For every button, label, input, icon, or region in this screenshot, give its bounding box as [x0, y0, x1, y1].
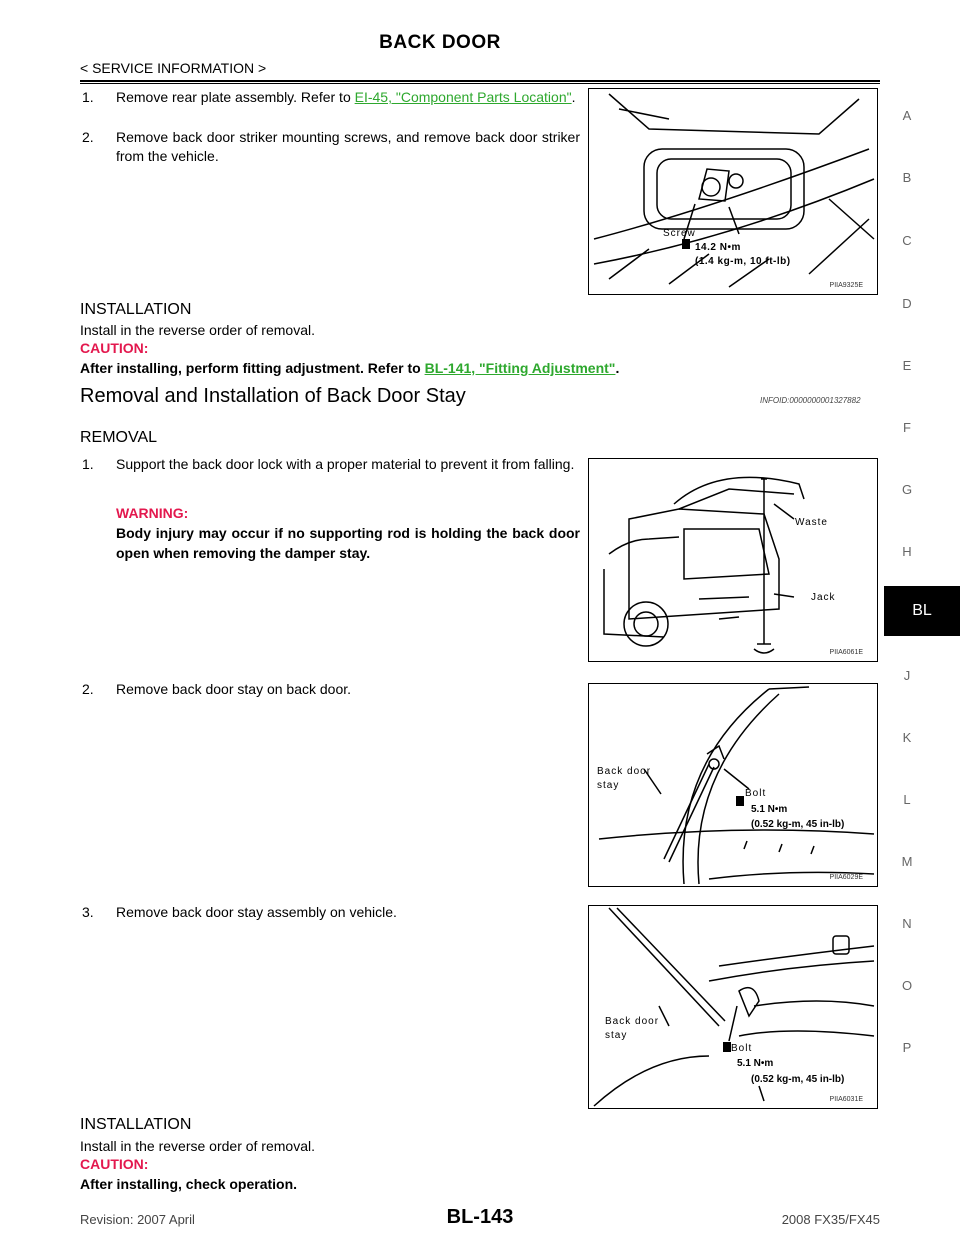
removal2-step-1: 1. Support the back door lock with a proper material to prevent it from falling. — [82, 456, 575, 472]
vehicle-jack-illustration — [589, 459, 877, 661]
svg-text:Jack: Jack — [811, 592, 836, 603]
figure-code: PIIA6031E — [829, 1096, 863, 1103]
side-index-a[interactable]: A — [902, 108, 912, 123]
side-index-n[interactable]: N — [902, 916, 912, 931]
back-door-stay-illustration — [589, 684, 877, 886]
side-index-m[interactable]: M — [901, 854, 913, 869]
header-divider-thin — [80, 83, 880, 84]
removal2-step-3: 3. Remove back door stay assembly on vehicle. — [82, 904, 397, 920]
removal-heading: REMOVAL — [80, 429, 158, 446]
caution2-text: After installing, check operation. — [80, 1176, 298, 1192]
svg-text:stay: stay — [597, 780, 620, 791]
svg-text:Back door: Back door — [605, 1016, 660, 1027]
revision-date: Revision: 2007 April — [80, 1212, 195, 1227]
caution-text: After installing, perform fitting adjustment. Refer to BL-141, "Fitting Adjustment". — [80, 360, 620, 376]
link-ei-45[interactable]: EI-45, "Component Parts Location" — [354, 89, 572, 105]
svg-text:5.1 N•m: 5.1 N•m — [737, 1058, 774, 1069]
removal-step-2: 2. Remove back door striker mounting screws, and remove back door striker from the vehicle. — [82, 129, 580, 164]
page-subtitle: < SERVICE INFORMATION > — [80, 60, 267, 76]
caution-label: CAUTION: — [80, 340, 149, 356]
svg-text:(0.52 kg-m, 45 in-lb): (0.52 kg-m, 45 in-lb) — [751, 1074, 845, 1085]
figure-code: PIIA6029E — [829, 874, 863, 881]
installation-text: Install in the reverse order of removal. — [80, 322, 315, 338]
side-index-f[interactable]: F — [903, 420, 911, 435]
removal2-step-2: 2. Remove back door stay on back door. — [82, 681, 352, 697]
figure-jack-support — [588, 458, 878, 662]
svg-text:Back door: Back door — [597, 766, 652, 777]
back-door-stay-vehicle-illustration — [589, 906, 877, 1108]
side-index-c[interactable]: C — [902, 233, 912, 248]
side-index-d[interactable]: D — [902, 296, 912, 311]
model-name: 2008 FX35/FX45 — [781, 1212, 880, 1227]
side-index-h[interactable]: H — [902, 544, 912, 559]
installation2-text: Install in the reverse order of removal. — [80, 1138, 315, 1154]
striker-illustration — [589, 89, 877, 294]
removal-step-1: 1. Remove rear plate assembly. Refer to EI-45, "Component Parts Location". — [82, 89, 576, 105]
header-divider — [80, 80, 880, 82]
warning-label: WARNING: — [116, 505, 189, 521]
page-number: BL-143 — [446, 1206, 514, 1228]
svg-text:Bolt: Bolt — [745, 788, 767, 799]
svg-text:Screw: Screw — [663, 228, 696, 239]
svg-text:5.1 N•m: 5.1 N•m — [751, 804, 788, 815]
svg-text:14.2 N•m: 14.2 N•m — [695, 242, 741, 253]
svg-text:(0.52 kg-m, 45 in-lb): (0.52 kg-m, 45 in-lb) — [751, 819, 845, 830]
torque-wrench-icon — [723, 1042, 731, 1052]
side-index-g[interactable]: G — [901, 482, 913, 497]
side-index-o[interactable]: O — [901, 978, 913, 993]
svg-text:Waste: Waste — [795, 517, 828, 528]
side-index-b[interactable]: B — [902, 170, 912, 185]
caution2-label: CAUTION: — [80, 1156, 149, 1172]
figure-code: PIIA9325E — [829, 282, 863, 289]
side-index-bl-active[interactable]: BL — [884, 586, 960, 636]
torque-wrench-icon — [682, 239, 690, 249]
side-index-k[interactable]: K — [902, 730, 912, 745]
svg-text:Bolt: Bolt — [731, 1043, 753, 1054]
svg-text:stay: stay — [605, 1030, 628, 1041]
side-index-p[interactable]: P — [902, 1040, 912, 1055]
link-bl-141[interactable]: BL-141, "Fitting Adjustment" — [424, 360, 616, 376]
installation2-heading: INSTALLATION — [80, 1116, 192, 1133]
warning-text: Body injury may occur if no supporting rod is holding the back door open when removing the damper stay. — [116, 525, 580, 561]
torque-wrench-icon — [736, 796, 744, 806]
section-title: Removal and Installation of Back Door Stay — [80, 385, 466, 407]
page-title: BACK DOOR — [379, 32, 501, 53]
installation-heading: INSTALLATION — [80, 301, 192, 318]
info-id: INFOID:0000000001327882 — [760, 396, 861, 405]
figure-code: PIIA6061E — [829, 649, 863, 656]
figure-striker — [588, 88, 878, 295]
side-index-j[interactable]: J — [903, 668, 911, 683]
figure-back-door-stay-vehicle — [588, 905, 878, 1109]
figure-back-door-stay — [588, 683, 878, 887]
side-index-l[interactable]: L — [903, 792, 911, 807]
svg-text:(1.4 kg-m, 10 ft-lb): (1.4 kg-m, 10 ft-lb) — [695, 256, 791, 267]
side-index-e[interactable]: E — [902, 358, 912, 373]
